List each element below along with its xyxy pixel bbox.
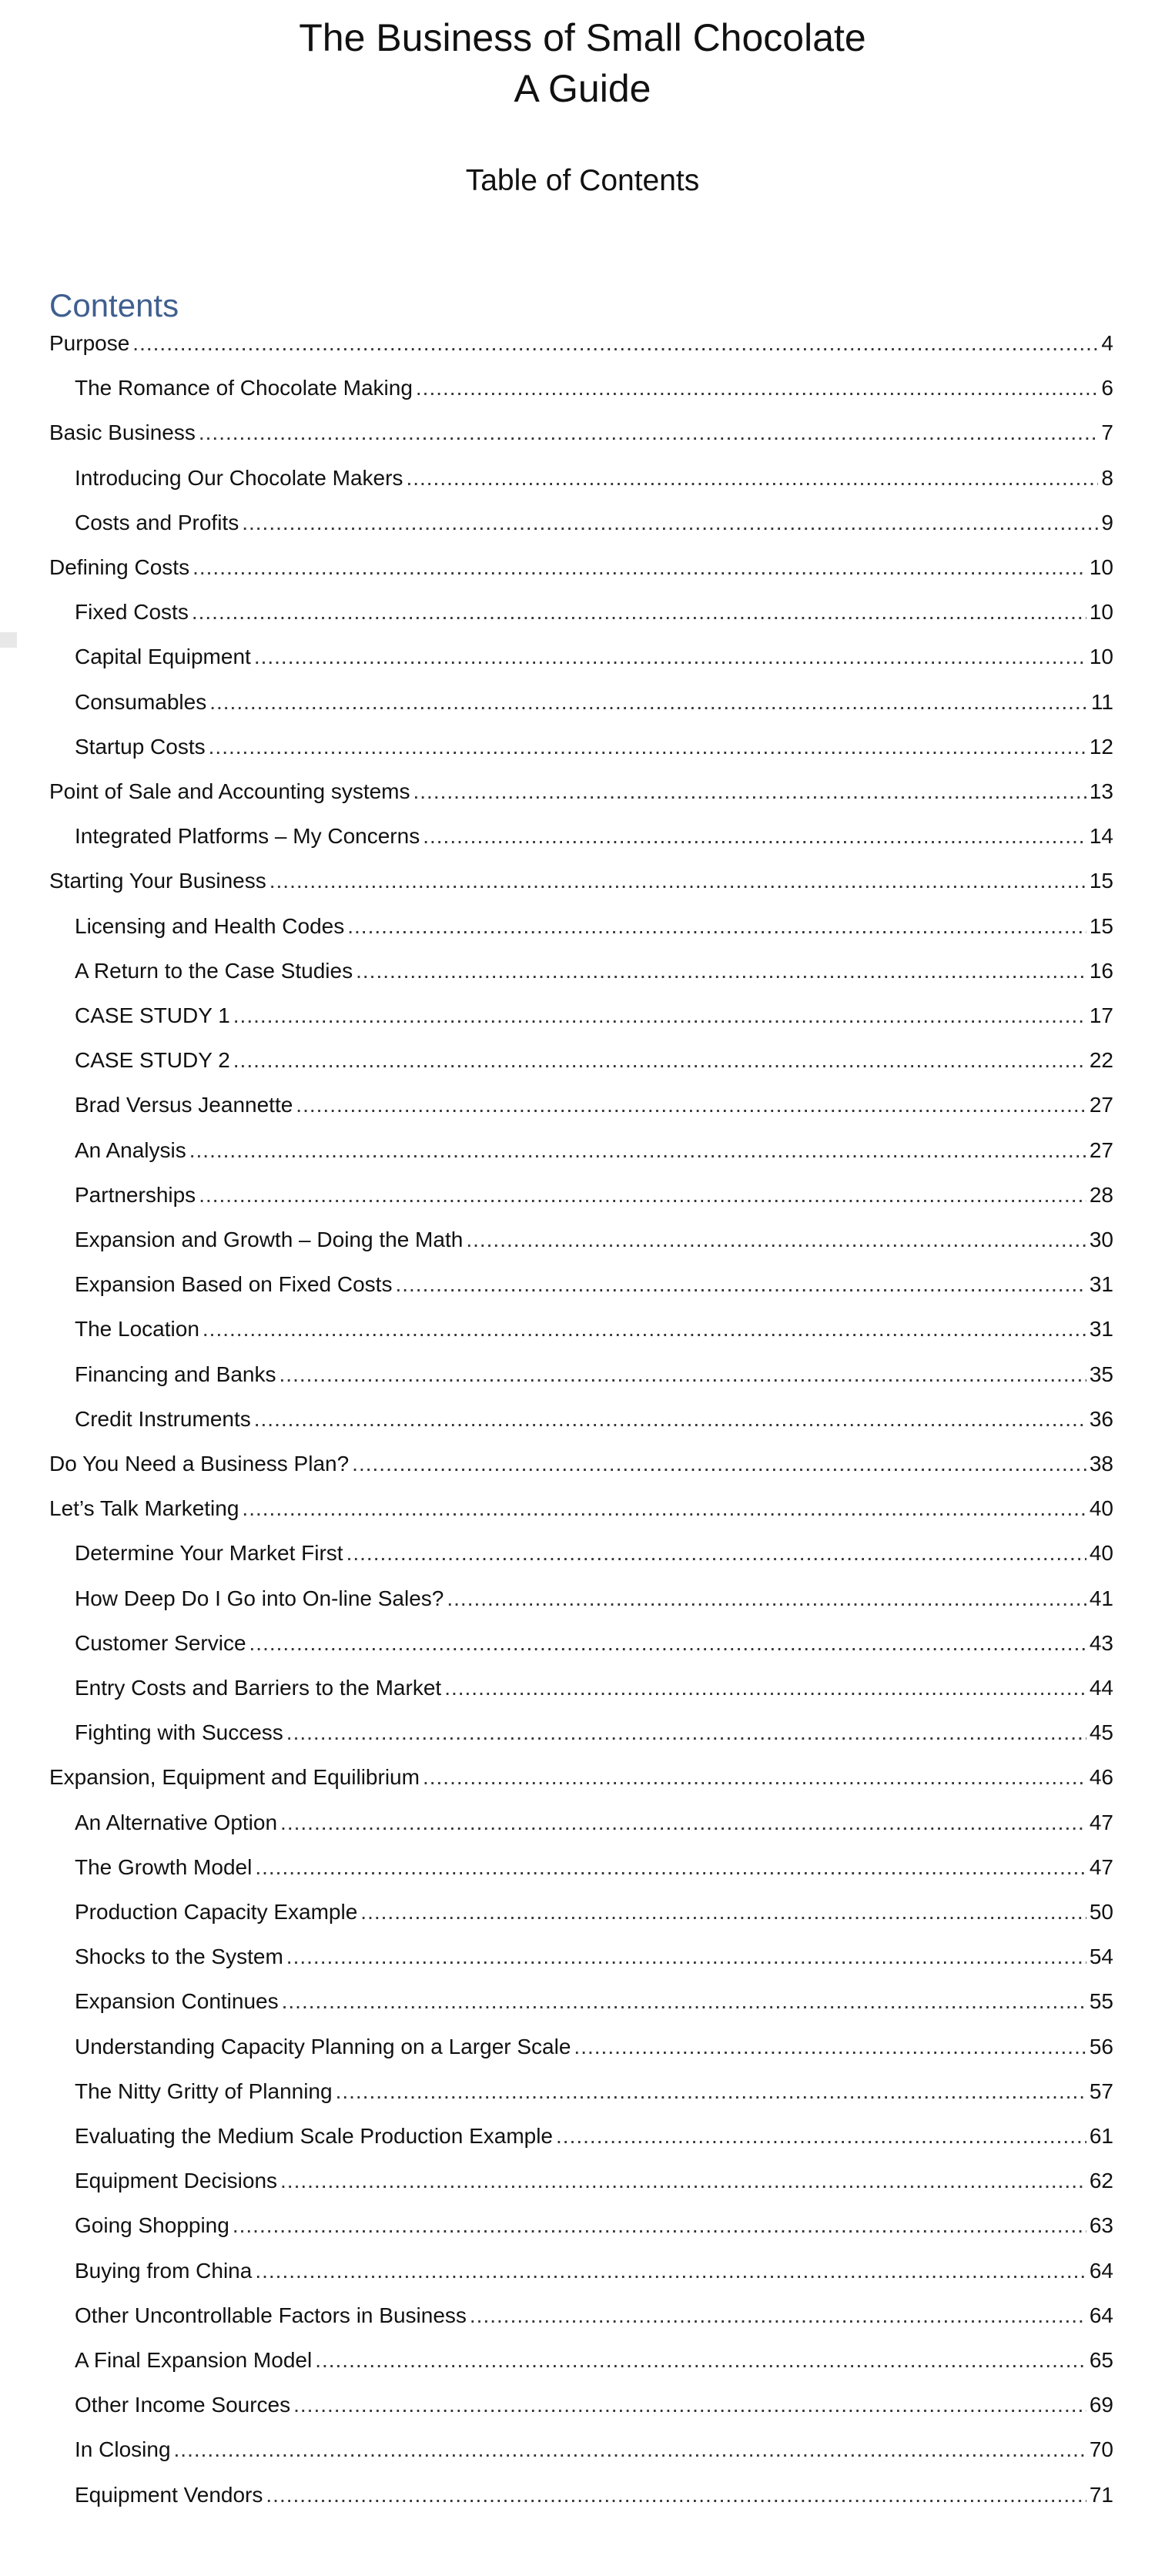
toc-entry-title: Financing and Banks xyxy=(75,1362,276,1386)
dot-leader xyxy=(296,1089,1086,1121)
toc-page-number: 47 xyxy=(1089,1811,1113,1834)
toc-entry[interactable] xyxy=(49,417,1113,449)
dot-leader xyxy=(423,820,1086,853)
toc-page-number: 27 xyxy=(1089,1093,1113,1117)
dot-leader xyxy=(192,596,1086,628)
toc-page-number: 50 xyxy=(1089,1900,1113,1924)
dot-leader xyxy=(444,1672,1086,1704)
toc-page-number: 70 xyxy=(1089,2437,1113,2461)
toc-page-number: 16 xyxy=(1089,959,1113,983)
toc-entry[interactable] xyxy=(75,910,1113,943)
toc-entry[interactable] xyxy=(75,1807,1113,1839)
toc-page-number: 44 xyxy=(1089,1676,1113,1700)
toc-entry[interactable] xyxy=(75,2255,1113,2287)
toc-entry[interactable] xyxy=(75,1358,1113,1391)
toc-entry[interactable] xyxy=(75,641,1113,673)
toc-entry-title: Starting Your Business xyxy=(49,869,266,893)
toc-entry[interactable] xyxy=(75,1224,1113,1256)
toc-page-number: 10 xyxy=(1089,600,1113,624)
toc-entry-title: Buying from China xyxy=(75,2259,253,2283)
toc-entry-title: Startup Costs xyxy=(75,735,206,759)
toc-entry[interactable] xyxy=(75,686,1113,719)
toc-entry-title: Defining Costs xyxy=(49,555,190,579)
dot-leader xyxy=(336,2075,1086,2108)
toc-entry-title: CASE STUDY 1 xyxy=(75,1003,230,1027)
toc-entry[interactable] xyxy=(75,1000,1113,1032)
toc-entry[interactable] xyxy=(75,2031,1113,2063)
toc-entry-title: Customer Service xyxy=(75,1631,246,1655)
toc-page-number: 57 xyxy=(1089,2079,1113,2103)
toc-page-number: 31 xyxy=(1089,1317,1113,1341)
toc-page-number: 43 xyxy=(1089,1631,1113,1655)
toc-entry-title: Do You Need a Business Plan? xyxy=(49,1452,350,1476)
toc-page-number: 45 xyxy=(1089,1720,1113,1744)
dot-leader xyxy=(447,1583,1086,1615)
dot-leader xyxy=(269,865,1086,897)
dot-leader xyxy=(423,1761,1086,1794)
toc-page-number: 62 xyxy=(1089,2169,1113,2192)
toc-entry-title: Costs and Profits xyxy=(75,511,239,534)
dot-leader xyxy=(406,462,1098,494)
toc-page-number: 36 xyxy=(1089,1407,1113,1431)
toc-entry[interactable] xyxy=(49,551,1113,584)
toc-entry-title: Capital Equipment xyxy=(75,645,251,668)
toc-entry-title: How Deep Do I Go into On-line Sales? xyxy=(75,1586,444,1610)
toc-entry-title: Partnerships xyxy=(75,1183,196,1207)
toc-page-number: 27 xyxy=(1089,1138,1113,1162)
toc-entry-title: Basic Business xyxy=(49,420,196,444)
toc-entry[interactable] xyxy=(75,1583,1113,1615)
dot-leader xyxy=(315,2344,1086,2377)
toc-entry-title: Credit Instruments xyxy=(75,1407,251,1431)
dot-leader xyxy=(209,686,1088,719)
toc-entry[interactable] xyxy=(75,1044,1113,1077)
dot-leader xyxy=(470,2300,1086,2332)
toc-entry-title: Evaluating the Medium Scale Production Example xyxy=(75,2124,554,2148)
toc-entry-title: Understanding Capacity Planning on a Larger Scale xyxy=(75,2035,571,2058)
toc-entry-title: CASE STUDY 2 xyxy=(75,1048,230,1072)
toc-page-number: 7 xyxy=(1101,420,1113,444)
dot-leader xyxy=(280,1358,1086,1391)
dot-leader xyxy=(574,2031,1086,2063)
toc-entry[interactable] xyxy=(75,1896,1113,1928)
toc-entry-title: Fixed Costs xyxy=(75,600,189,624)
toc-entry[interactable] xyxy=(75,820,1113,853)
dot-leader xyxy=(352,1448,1086,1480)
dot-leader xyxy=(174,2434,1086,2466)
toc-entry-title: Expansion and Growth – Doing the Math xyxy=(75,1228,464,1251)
toc-page-number: 30 xyxy=(1089,1228,1113,1251)
toc-entry-title: Brad Versus Jeannette xyxy=(75,1093,293,1117)
toc-entry-title: Other Income Sources xyxy=(75,2393,291,2417)
toc-entry[interactable] xyxy=(75,1134,1113,1167)
toc-page-number: 41 xyxy=(1089,1586,1113,1610)
dot-leader xyxy=(347,910,1086,943)
toc-entry-title: In Closing xyxy=(75,2437,171,2461)
dot-leader xyxy=(233,1000,1086,1032)
toc-page-number: 8 xyxy=(1101,466,1113,490)
dot-leader xyxy=(203,1313,1086,1345)
toc-entry-title: Expansion Based on Fixed Costs xyxy=(75,1272,393,1296)
toc-entry[interactable] xyxy=(75,1672,1113,1704)
toc-page-number: 12 xyxy=(1089,735,1113,759)
toc-page-number: 35 xyxy=(1089,1362,1113,1386)
toc-entry-title: Equipment Decisions xyxy=(75,2169,278,2192)
toc-entry-title: Determine Your Market First xyxy=(75,1541,343,1565)
toc-page-number: 28 xyxy=(1089,1183,1113,1207)
dot-leader xyxy=(356,955,1086,987)
dot-leader xyxy=(395,1268,1086,1301)
dot-leader xyxy=(416,372,1099,404)
toc-entry-title: Purpose xyxy=(49,331,130,355)
toc-entry[interactable] xyxy=(49,865,1113,897)
toc-entry[interactable] xyxy=(75,1179,1113,1211)
toc-page-number: 55 xyxy=(1089,1989,1113,2013)
dot-leader xyxy=(242,1492,1086,1525)
toc-page-number: 47 xyxy=(1089,1855,1113,1879)
toc-entry[interactable] xyxy=(49,327,1113,360)
toc-entry-title: Introducing Our Chocolate Makers xyxy=(75,466,403,490)
toc-entry-title: The Growth Model xyxy=(75,1855,253,1879)
dot-leader xyxy=(233,1044,1086,1077)
toc-page-number: 9 xyxy=(1101,511,1113,534)
toc-entry-title: The Location xyxy=(75,1317,199,1341)
toc-entry-title: Entry Costs and Barriers to the Market xyxy=(75,1676,442,1700)
dot-leader xyxy=(199,417,1099,449)
toc-entry-title: An Analysis xyxy=(75,1138,186,1162)
toc-entry[interactable] xyxy=(75,507,1113,539)
dot-leader xyxy=(249,1627,1086,1660)
toc-page-number: 17 xyxy=(1089,1003,1113,1027)
toc-entry[interactable] xyxy=(75,462,1113,494)
dot-leader xyxy=(192,551,1086,584)
dot-leader xyxy=(413,775,1086,808)
toc-entry[interactable] xyxy=(75,2344,1113,2377)
toc-page-number: 10 xyxy=(1089,555,1113,579)
toc-entry-title: The Nitty Gritty of Planning xyxy=(75,2079,333,2103)
toc-entry-title: Fighting with Success xyxy=(75,1720,283,1744)
toc-entry-title: Licensing and Health Codes xyxy=(75,914,345,938)
toc-page-number: 56 xyxy=(1089,2035,1113,2058)
dot-leader xyxy=(360,1896,1086,1928)
toc-entry-title: Other Uncontrollable Factors in Business xyxy=(75,2303,467,2327)
toc-entry[interactable] xyxy=(75,1313,1113,1345)
toc-entry-title: Going Shopping xyxy=(75,2213,229,2237)
dot-leader xyxy=(233,2209,1086,2242)
dot-leader xyxy=(346,1537,1086,1569)
toc-entry-title: Expansion Continues xyxy=(75,1989,279,2013)
toc-entry-title: Expansion, Equipment and Equilibrium xyxy=(49,1765,420,1789)
toc-page-number: 38 xyxy=(1089,1452,1113,1476)
toc-entry-title: A Return to the Case Studies xyxy=(75,959,353,983)
toc-entry[interactable] xyxy=(75,1985,1113,2018)
margin-marker xyxy=(0,632,17,648)
toc-entry[interactable] xyxy=(75,2120,1113,2152)
toc-entry[interactable] xyxy=(49,775,1113,808)
toc-entry-title: Production Capacity Example xyxy=(75,1900,358,1924)
toc-entry[interactable] xyxy=(75,1537,1113,1569)
toc-entry-title: Equipment Vendors xyxy=(75,2483,263,2507)
toc-page-number: 15 xyxy=(1089,914,1113,938)
toc-entry[interactable] xyxy=(75,2075,1113,2108)
toc-entry-title: The Romance of Chocolate Making xyxy=(75,376,413,400)
dot-leader xyxy=(286,1941,1086,1973)
toc-page-number: 40 xyxy=(1089,1496,1113,1520)
toc-page-number: 15 xyxy=(1089,869,1113,893)
dot-leader xyxy=(466,1224,1086,1256)
document-subtitle: A Guide xyxy=(514,67,651,110)
dot-leader xyxy=(255,1851,1086,1884)
dot-leader xyxy=(286,1717,1086,1749)
dot-leader xyxy=(280,2165,1086,2197)
toc-page-number: 46 xyxy=(1089,1765,1113,1789)
toc-page-number: 10 xyxy=(1089,645,1113,668)
toc-entry-title: Let’s Talk Marketing xyxy=(49,1496,239,1520)
toc-page-number: 14 xyxy=(1089,824,1113,848)
toc-page-number: 64 xyxy=(1089,2303,1113,2327)
document-title: The Business of Small Chocolate xyxy=(299,16,866,59)
toc-entry[interactable] xyxy=(75,2165,1113,2197)
toc-entry[interactable] xyxy=(49,1448,1113,1480)
toc-entry[interactable] xyxy=(75,1941,1113,1973)
dot-leader xyxy=(254,641,1086,673)
toc-page-number: 69 xyxy=(1089,2393,1113,2417)
toc-page-number: 4 xyxy=(1101,331,1113,355)
toc-caption: Table of Contents xyxy=(465,164,700,197)
toc-entry[interactable] xyxy=(75,1403,1113,1435)
toc-entry[interactable] xyxy=(75,596,1113,628)
dot-leader xyxy=(556,2120,1086,2152)
toc-page-number: 6 xyxy=(1101,376,1113,400)
toc-entry[interactable] xyxy=(49,1492,1113,1525)
toc-page-number: 31 xyxy=(1089,1272,1113,1296)
toc-entry-title: Consumables xyxy=(75,690,207,714)
toc-page-number: 54 xyxy=(1089,1945,1113,1968)
toc-entry-title: Integrated Platforms – My Concerns xyxy=(75,824,420,848)
dot-leader xyxy=(293,2389,1086,2421)
toc-entry-title: Point of Sale and Accounting systems xyxy=(49,779,410,803)
toc-entry[interactable] xyxy=(75,731,1113,763)
toc-entry-title: An Alternative Option xyxy=(75,1811,278,1834)
toc-entry[interactable] xyxy=(75,955,1113,987)
toc-entry[interactable] xyxy=(75,2300,1113,2332)
dot-leader xyxy=(199,1179,1086,1211)
toc-page-number: 40 xyxy=(1089,1541,1113,1565)
contents-heading: Contents xyxy=(49,287,179,323)
toc-page-number: 22 xyxy=(1089,1048,1113,1072)
toc-page-number: 63 xyxy=(1089,2213,1113,2237)
dot-leader xyxy=(242,507,1098,539)
dot-leader xyxy=(280,1807,1086,1839)
toc-entry[interactable] xyxy=(75,1627,1113,1660)
toc-page-number: 61 xyxy=(1089,2124,1113,2148)
toc-entry[interactable] xyxy=(75,2434,1113,2466)
toc-entry[interactable] xyxy=(75,1089,1113,1121)
toc-entry[interactable] xyxy=(49,1761,1113,1794)
dot-leader xyxy=(254,1403,1086,1435)
toc-entry-title: Shocks to the System xyxy=(75,1945,283,1968)
toc-page-number: 13 xyxy=(1089,779,1113,803)
toc-entry[interactable] xyxy=(75,2479,1113,2511)
toc-page-number: 11 xyxy=(1090,690,1113,714)
dot-leader xyxy=(132,327,1098,360)
toc-entry[interactable] xyxy=(75,1851,1113,1884)
dot-leader xyxy=(189,1134,1086,1167)
dot-leader xyxy=(209,731,1086,763)
toc-entry[interactable] xyxy=(75,372,1113,404)
toc-page-number: 65 xyxy=(1089,2348,1113,2372)
dot-leader xyxy=(266,2479,1086,2511)
dot-leader xyxy=(255,2255,1086,2287)
toc-page-number: 64 xyxy=(1089,2259,1113,2283)
toc-entry[interactable] xyxy=(75,2389,1113,2421)
toc-entry[interactable] xyxy=(75,1268,1113,1301)
toc-entry[interactable] xyxy=(75,1717,1113,1749)
toc-entry-title: A Final Expansion Model xyxy=(75,2348,313,2372)
toc-entry[interactable] xyxy=(75,2209,1113,2242)
dot-leader xyxy=(282,1985,1086,2018)
toc-page-number: 71 xyxy=(1089,2483,1113,2507)
